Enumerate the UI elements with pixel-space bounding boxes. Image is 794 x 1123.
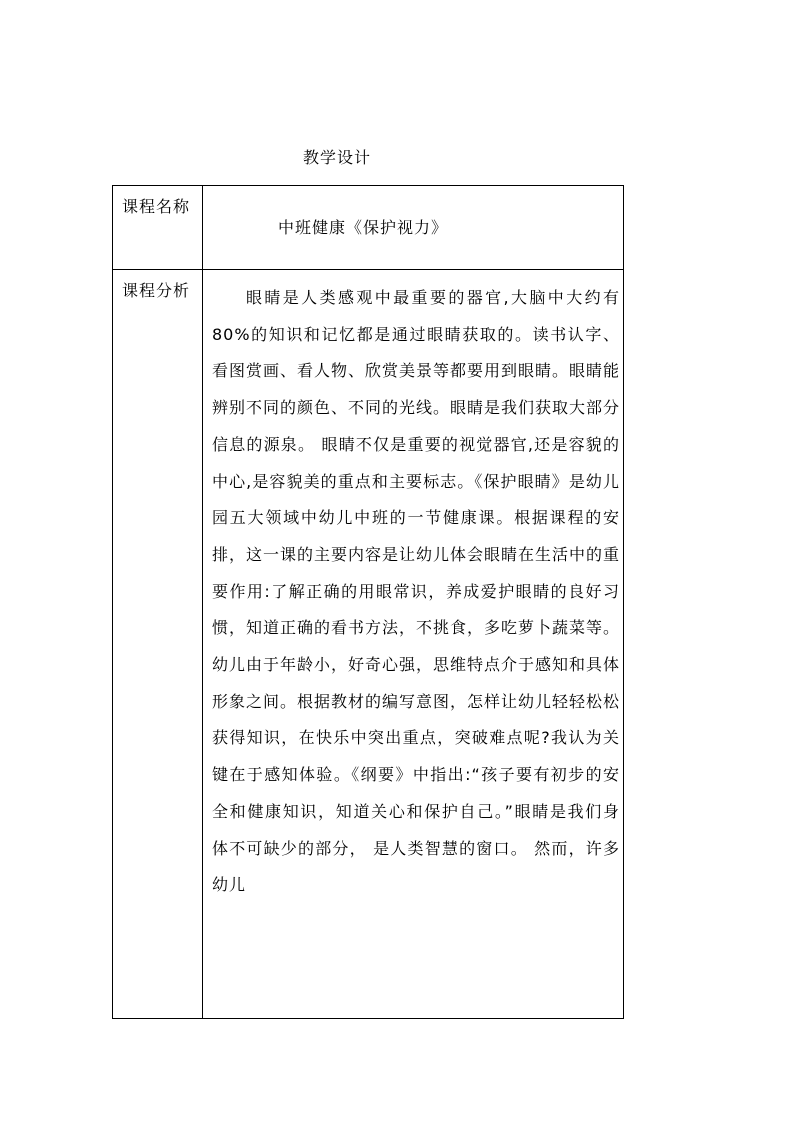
course-name-value: 中班健康《保护视力》 — [278, 218, 449, 237]
document-title: 教学设计 — [303, 148, 372, 167]
lesson-design-table — [112, 185, 624, 1019]
table-row-course-analysis — [113, 270, 624, 1019]
table-row-course-name — [113, 186, 624, 270]
course-name-label: 课程名称 — [122, 197, 191, 216]
course-analysis-value-cell — [203, 270, 624, 1019]
course-analysis-label-cell — [113, 270, 203, 1019]
course-analysis-text: 眼睛是人类感观中最重要的器官,大脑中大约有80%的知识和记忆都是通过眼睛获取的。读书认字、看图赏画、看人物、欣赏美景等都要用到眼睛。眼睛能辨别不同的颜色、不同的光线。眼睛是我们获取大部分信息的源泉。 眼睛不仅是重要的视觉器官,还是容貌的中心,是容貌美的重点和主要标志。《保护眼睛》是幼儿园五大领域中幼儿中班的一节健康课。根据课程的安排，这一课的主要内容是让幼儿体会眼睛在生活中的重要作用:了解正确的用眼常识，养成爱护眼睛的良好习惯，知道正确的看书方法，不挑食，多吃萝卜蔬菜等。幼儿由于年龄小，好奇心强，思维特点介于感知和具体形象之间。根据教材的编写意图，怎样让幼儿轻轻松松获得知识，在快乐中突出重点，突破难点呢?我认为关键在于感知体验。《纲要》中指出:“孩子要有初步的安全和健康知识，知道关心和保护自己。”眼睛是我们身体不可缺少的部分， 是人类智慧的窗口。 然而，许多幼儿 — [212, 288, 621, 895]
course-name-value-cell — [203, 186, 624, 270]
course-name-label-cell — [113, 186, 203, 270]
course-analysis-label: 课程分析 — [122, 281, 191, 300]
